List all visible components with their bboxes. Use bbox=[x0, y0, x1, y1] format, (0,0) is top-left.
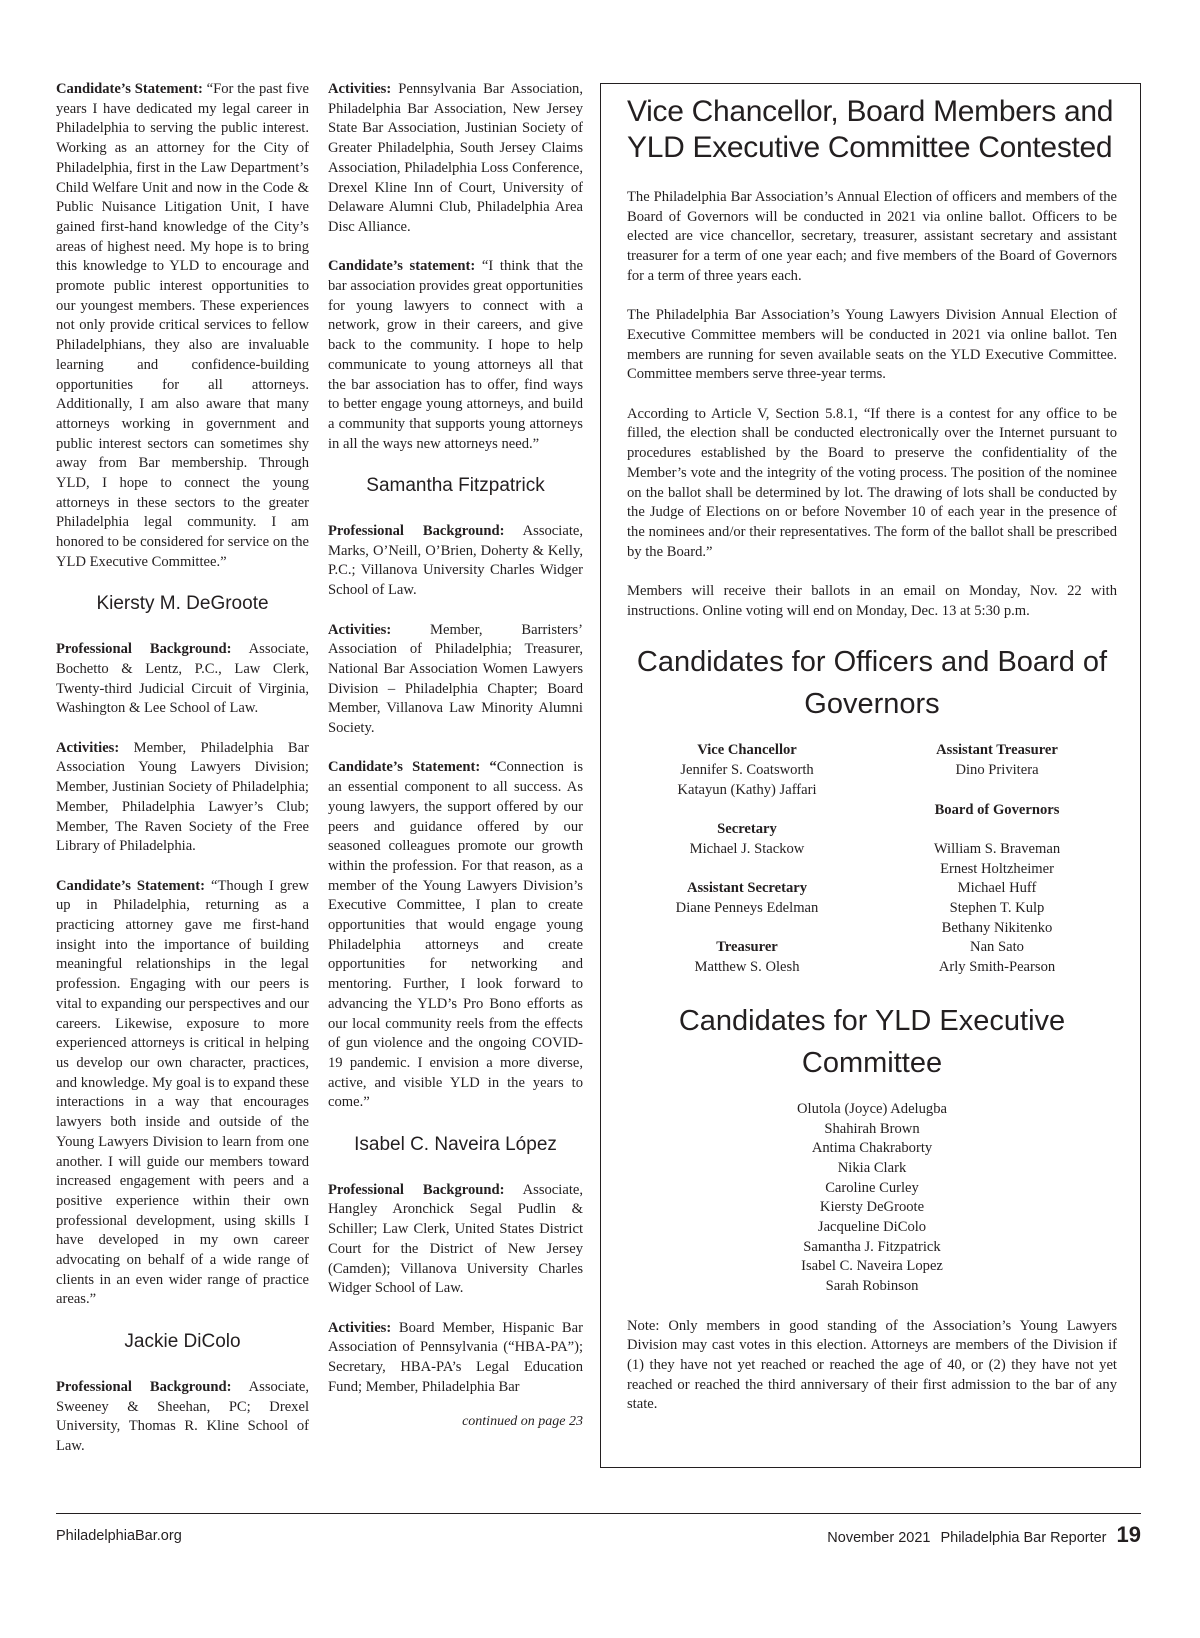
candidate: Olutola (Joyce) Adelugba bbox=[797, 1100, 947, 1117]
candidate: Samantha J. Fitzpatrick bbox=[803, 1238, 941, 1255]
election-info-box bbox=[600, 83, 1141, 1468]
yld-heading: Candidates for YLD Executive Committee bbox=[678, 1004, 1066, 1079]
activities-paragraph: Activities: Pennsylvania Bar Association, Philadelphia Bar Association, New Jersey State Bar Association, Justinian Society of Greater Philadelphia, South Jersey Claims Association, Philadelphia Loss Conference, Drexel Kline Inn of Court, University of Delaware Alumni Club, Philadelphia Area Disc Alliance. bbox=[328, 81, 583, 235]
candidate: Michael Huff bbox=[957, 880, 1037, 897]
column-middle bbox=[328, 80, 583, 1431]
office-title: Vice Chancellor bbox=[697, 742, 797, 759]
intro-paragraph: The Philadelphia Bar Association’s Young Lawyers Division Annual Election of Executive Committee members will be conducted in 2021 via online ballot. Ten members are running for seven available seats on the YLD Executive Committee. Committee members serve three-year terms. bbox=[627, 307, 1117, 383]
candidate: Dino Privitera bbox=[955, 762, 1039, 779]
candidate: Bethany Nikitenko bbox=[941, 919, 1053, 936]
candidate-name-fitzpatrick: Samantha Fitzpatrick bbox=[366, 475, 545, 497]
office-title: Board of Governors bbox=[934, 801, 1060, 818]
footer-divider bbox=[56, 1513, 1141, 1514]
statement-paragraph: Candidate’s Statement: “For the past five years I have dedicated my legal career in Philadelphia to serving the public interest. Working as an attorney for the City of Philadelphia, first in the Law Department’s Child Welfare Unit and now in the Code & Public Nuisance Litigation Unit, I have gained first-hand knowledge of the City’s areas of highest need. My hope is to bring this knowledge to YLD to encourage and promote public interest opportunities to our youngest members. These experiences not only provide critical services to fellow Philadelphians, they also are invaluable learning and confidence-building opportunities for all attorneys. Additionally, I am also aware that many attorneys working in government and public interest sectors can sometimes shy away from Bar membership. Through YLD, I hope to connect the young attorneys in these sectors to the greater Philadelphia legal community. I am honored to be considered for service on the YLD Executive Committee.” bbox=[56, 81, 309, 570]
candidate: Isabel C. Naveira Lopez bbox=[801, 1258, 943, 1275]
office-title: Secretary bbox=[717, 821, 777, 838]
candidate: Kiersty DeGroote bbox=[819, 1199, 925, 1216]
box-title: Vice Chancellor, Board Members and YLD Executive Committee Contested bbox=[627, 95, 1114, 164]
candidate: William S. Braveman bbox=[933, 840, 1061, 857]
candidate: Katayun (Kathy) Jaffari bbox=[677, 781, 817, 798]
activities-paragraph: Activities: Board Member, Hispanic Bar Association of Pennsylvania (“HBA-PA”); Secretary, HBA-PA’s Legal Education Fund; Member, Philadelphia Bar bbox=[328, 1319, 583, 1395]
officers-right-column bbox=[877, 741, 1117, 977]
candidate: Antima Chakraborty bbox=[811, 1140, 933, 1157]
candidate-name-degroote: Kiersty M. DeGroote bbox=[96, 593, 269, 615]
intro-paragraph: Members will receive their ballots in an email on Monday, Nov. 22 with instructions. Online voting will end on Monday, Dec. 13 at 5:30 p.m. bbox=[627, 583, 1117, 619]
statement-paragraph: Candidate’s statement: “I think that the bar association provides great opportunities for young lawyers to connect with a network, grow in their careers, and give back to the community. I hope to help communicate to young attorneys all that the bar association has to offer, find ways to better engage young attorneys, and build a community that supports young attorneys in all the ways new attorneys need.” bbox=[328, 258, 583, 452]
statement-paragraph: Candidate’s Statement: “Connection is an essential component to all success. As young lawyers, the support offered by our peers and guidance offered by our seasoned colleagues promote our growth within the profession. For that reason, as a member of the Young Lawyers Division’s Executive Committee, I plan to create opportunities that would engage young Philadelphia attorneys and create opportunities for networking and mentoring. Further, I look forward to advancing the YLD’s Pro Bono efforts as our local community reels from the effects of gun violence and the ongoing COVID-19 pandemic. I envision a more diverse, active, and visible YLD in the years to come.” bbox=[328, 759, 583, 1111]
candidate: Matthew S. Olesh bbox=[694, 959, 800, 976]
office-title: Assistant Treasurer bbox=[936, 742, 1058, 759]
footer-website: PhiladelphiaBar.org bbox=[56, 1528, 182, 1544]
candidate: Caroline Curley bbox=[825, 1179, 919, 1196]
candidate: Sarah Robinson bbox=[825, 1278, 919, 1295]
column-left bbox=[56, 80, 309, 1476]
statement-paragraph: Candidate’s Statement: “Though I grew up in Philadelphia, returning as a practicing attorney gave me first-hand insight into the importance of building meaningful relationships in the legal profession. Engaging with our peers is vital to expanding our perspectives and our careers. Likewise, exposure to more experienced attorneys is critical in helping us develop our own character, practices, and knowledge. My goal is to expand these interactions in a way that encourages lawyers both inside and outside of the Young Lawyers Division to learn from one another. I will guide our members toward increased engagement with peers and a positive experience within their own professional development, using skills I have developed in my own career advocating on behalf of a wide range of clients in an even wider range of practice areas.” bbox=[56, 877, 309, 1308]
candidate: Jennifer S. Coatsworth bbox=[680, 762, 814, 779]
continued-note: continued on page 23 bbox=[462, 1413, 583, 1429]
candidate: Shahirah Brown bbox=[824, 1120, 920, 1137]
office-title: Assistant Secretary bbox=[686, 880, 808, 897]
candidate: Diane Penneys Edelman bbox=[675, 900, 819, 917]
officers-left-column bbox=[627, 741, 867, 977]
candidate: Jacqueline DiColo bbox=[817, 1219, 927, 1236]
activities-paragraph: Activities: Member, Barristers’ Association of Philadelphia; Treasurer, National Bar Association Women Lawyers Division – Philadelphia Chapter; Board Member, Villanova Law Minority Alumni Society. bbox=[328, 621, 583, 737]
background-paragraph: Professional Background: Associate, Marks, O’Neill, O’Brien, Doherty & Kelly, P.C.; Villanova University Charles Widger School of Law. bbox=[328, 523, 583, 599]
candidate: Arly Smith-Pearson bbox=[938, 959, 1056, 976]
candidate: Nan Sato bbox=[970, 939, 1024, 956]
yld-candidates bbox=[627, 1100, 1117, 1297]
footer-date: November 2021 bbox=[827, 1530, 931, 1546]
election-intro bbox=[627, 188, 1117, 621]
background-paragraph: Professional Background: Associate, Hangley Aronchick Segal Pudlin & Schiller; Law Clerk, United States District Court for the District of New Jersey (Camden); Villanova University Charles Widger School of Law. bbox=[328, 1181, 583, 1297]
office-title: Treasurer bbox=[716, 939, 778, 956]
page-number: 19 bbox=[1116, 1522, 1141, 1547]
background-paragraph: Professional Background: Associate, Bochetto & Lentz, P.C., Law Clerk, Twenty-third Judicial Circuit of Virginia, Washington & Lee School of Law. bbox=[56, 641, 309, 717]
officer-candidates bbox=[627, 741, 1117, 977]
footer-right bbox=[827, 1522, 1141, 1548]
activities-paragraph: Activities: Member, Philadelphia Bar Association Young Lawyers Division; Member, Justinian Society of Philadelphia; Member, Philadelphia Lawyer’s Club; Member, The Raven Society of the Free Library of Philadelphia. bbox=[56, 739, 309, 855]
candidate-name-dicolo: Jackie DiColo bbox=[124, 1330, 241, 1352]
candidate-name-naveira-lopez: Isabel C. Naveira López bbox=[354, 1133, 557, 1155]
intro-paragraph: According to Article V, Section 5.8.1, “If there is a contest for any office to be filled, the election shall be conducted electronically over the Internet pursuant to procedures established by the Board to preserve the confidentiality of the Member’s vote and the integrity of the voting process. The position of the nominee on the ballot shall be determined by lot. The drawing of lots shall be conducted by the Judge of Elections on or before November 10 of each year in the presence of the nominees and/or their representatives. The form of the ballot shall be prescribed by the Board.” bbox=[627, 405, 1117, 560]
candidate: Ernest Holtzheimer bbox=[940, 860, 1054, 877]
eligibility-note: Note: Only members in good standing of the Association’s Young Lawyers Division may cast votes in this election. Attorneys are members of the Division if (1) they have not yet reached or reached the age of 40, or (2) they have not yet reached or reached the third anniversary of their first admission to the bar of any state. bbox=[627, 1317, 1117, 1413]
background-paragraph: Professional Background: Associate, Sweeney & Sheehan, PC; Drexel University, Thomas R. Kline School of Law. bbox=[56, 1378, 309, 1454]
officers-heading: Candidates for Officers and Board of Governors bbox=[636, 646, 1108, 721]
intro-paragraph: The Philadelphia Bar Association’s Annual Election of officers and members of the Board of Governors will be conducted in 2021 via online ballot. Officers to be elected are vice chancellor, secretary, treasurer, assistant secretary and assistant treasurer for a term of one year each; and five members of the Board of Governors for a term of three years each. bbox=[627, 189, 1117, 284]
footer-publication: Philadelphia Bar Reporter bbox=[940, 1530, 1107, 1546]
candidate: Stephen T. Kulp bbox=[949, 900, 1045, 917]
candidate: Nikia Clark bbox=[837, 1159, 907, 1176]
candidate: Michael J. Stackow bbox=[689, 840, 805, 857]
page-footer bbox=[56, 1522, 1141, 1550]
